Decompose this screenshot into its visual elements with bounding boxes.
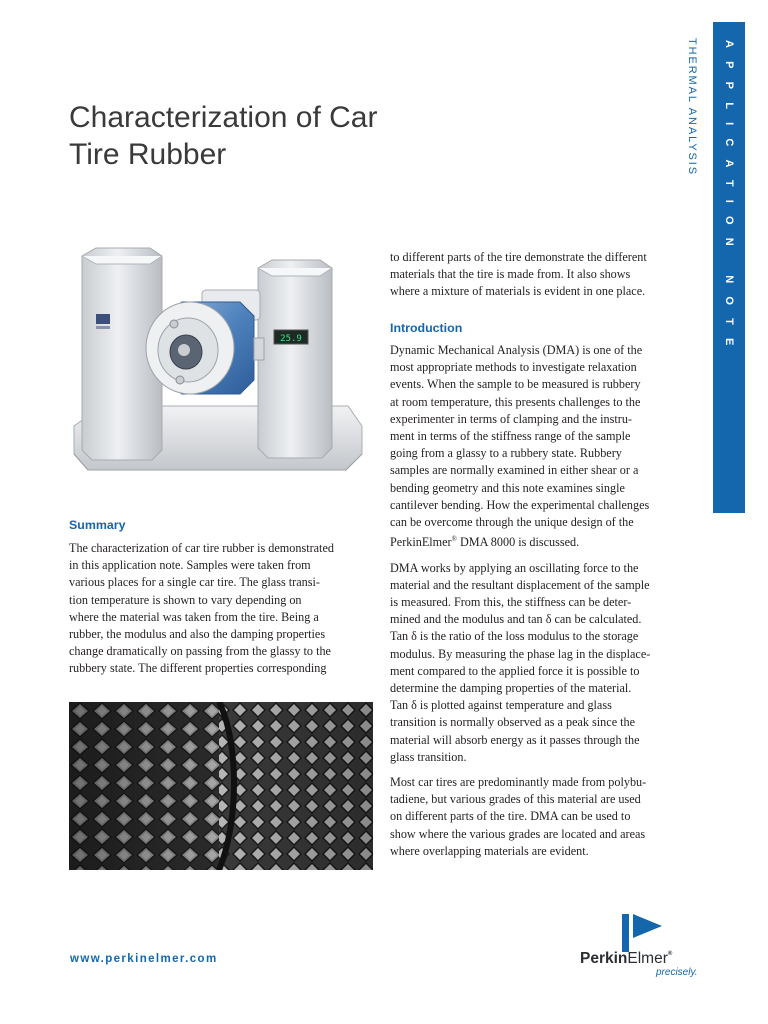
introduction-heading: Introduction — [390, 321, 463, 335]
brand-registered-mark: ® — [667, 951, 673, 957]
temperature-readout: 25.9 — [280, 334, 302, 344]
document-title — [69, 99, 589, 173]
summary-line: in this application note. Samples were taken from — [69, 558, 311, 573]
continuation-line: to different parts of the tire demonstrate the different — [390, 250, 647, 264]
brand-name — [580, 950, 672, 968]
text-line: cantilever bending. How the experimental challenges — [390, 497, 650, 512]
text-line: Tan δ is plotted against temperature and glass — [390, 698, 612, 713]
summary-line: tion temperature is shown to vary depending on — [69, 592, 302, 607]
continuation-line: materials that the tire is made from. It also shows — [390, 267, 631, 282]
text-line: most appropriate methods to investigate relaxation — [390, 360, 637, 375]
intro-paragraph-2 — [390, 560, 704, 766]
continuation-paragraph — [390, 249, 702, 301]
summary-line: The characterization of car tire rubber is demonstrated — [69, 541, 334, 555]
continuation-line: where a mixture of materials is evident in one place. — [390, 284, 646, 299]
text-line: DMA 8000 is discussed. — [456, 535, 580, 550]
brand-mention: PerkinElmer — [390, 535, 452, 550]
text-line: is measured. From this, the stiffness can be deter- — [390, 594, 632, 609]
website-link[interactable]: www.perkinelmer.com — [70, 953, 218, 965]
text-line: going from a glassy to a rubbery state. Rubbery — [390, 446, 622, 461]
introduction-body — [390, 342, 704, 860]
brand-name-light: Elmer — [627, 950, 668, 967]
text-line: where overlapping materials are evident. — [390, 843, 589, 858]
application-note-band — [713, 22, 745, 513]
brand-name-bold: Perkin — [580, 950, 628, 967]
tire-tread-photo — [69, 702, 373, 870]
intro-paragraph-3 — [390, 774, 704, 860]
text-line: on different parts of the tire. DMA can be used to — [390, 809, 631, 824]
text-line: Most car tires are predominantly made from polybu- — [390, 774, 647, 789]
text-line: experimenter in terms of clamping and the instru- — [390, 411, 632, 426]
summary-line: various places for a single car tire. The glass transi- — [69, 575, 320, 590]
brand-tagline: precisely. — [656, 967, 698, 978]
intro-paragraph-1 — [390, 342, 704, 552]
registered-mark: ® — [451, 535, 457, 544]
perkinelmer-p-mark-icon — [618, 910, 670, 954]
text-line: can be overcome through the unique design of the — [390, 515, 634, 530]
summary-line: where the material was taken from the tire. Being a — [69, 609, 319, 624]
text-line: transition is normally observed as a peak since the — [390, 715, 636, 730]
text-line: DMA works by applying an oscillating force to the — [390, 560, 639, 575]
dma-instrument-image — [62, 240, 378, 488]
text-line: material will absorb energy as it passes through the — [390, 732, 640, 747]
text-line: Dynamic Mechanical Analysis (DMA) is one of the — [390, 343, 643, 357]
summary-line: rubbery state. The different properties corresponding — [69, 661, 327, 676]
band-label: APPLICATION NOTE — [723, 40, 735, 359]
summary-heading: Summary — [69, 518, 126, 532]
category-label: THERMAL ANALYSIS — [686, 38, 698, 176]
text-line: material and the resultant displacement of the sample — [390, 577, 650, 592]
summary-paragraph — [69, 540, 379, 678]
title-line-1: Characterization of Car — [69, 101, 378, 134]
text-line: bending geometry and this note examines single — [390, 480, 625, 495]
summary-line: rubber, the modulus and also the damping properties — [69, 627, 326, 642]
text-line: tadiene, but various grades of this material are used — [390, 792, 641, 807]
text-line: glass transition. — [390, 749, 467, 764]
summary-line: change dramatically on passing from the glassy to the — [69, 644, 331, 659]
text-line: mined and the modulus and tan δ can be calculated. — [390, 612, 642, 627]
text-line: at room temperature, this presents challenges to the — [390, 394, 641, 409]
text-line: determine the damping properties of the material. — [390, 680, 632, 695]
text-line: Tan δ is the ratio of the loss modulus to the storage — [390, 629, 639, 644]
text-line: ment compared to the applied force it is possible to — [390, 663, 640, 678]
text-line: show where the various grades are located and areas — [390, 826, 646, 841]
text-line: ment in terms of the stiffness range of the sample — [390, 429, 631, 444]
text-line: modulus. By measuring the phase lag in the displace- — [390, 646, 651, 661]
title-line-2: Tire Rubber — [69, 138, 227, 171]
perkinelmer-logo — [580, 910, 720, 982]
text-line: events. When the sample to be measured is rubbery — [390, 377, 641, 392]
text-line: samples are normally examined in either shear or a — [390, 463, 639, 478]
